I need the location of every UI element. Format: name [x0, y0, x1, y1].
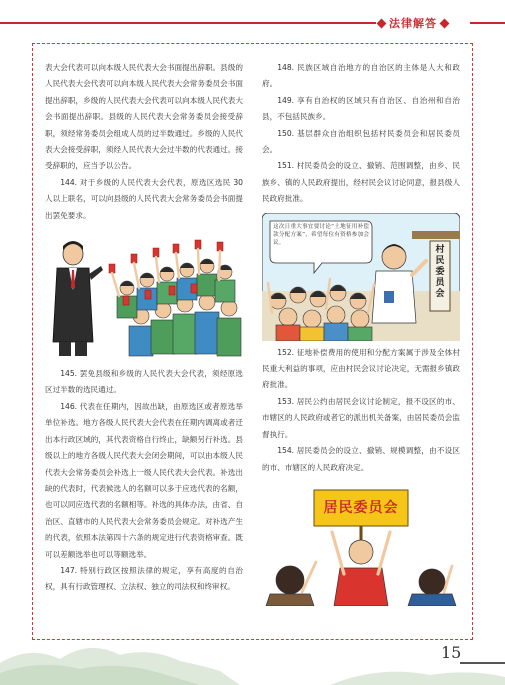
- paragraph: 151. 村民委员会的设立、撤销、范围调整，由乡、民族乡、镇的人民政府提出，经村民会议讨论同意，报县级人民政府批准。: [262, 161, 460, 204]
- diamond-icon: [440, 18, 450, 28]
- village-committee-illustration: [262, 213, 460, 341]
- diamond-icon: [377, 18, 387, 28]
- paragraph: 144. 对于乡级的人民代表大会代表，原选区选民 30 人以上联名，可以向县级的人民代表大会常务委员会书面提出罢免要求。: [45, 177, 243, 220]
- paragraph: 表大会代表可以向本级人民代表大会书面提出辞职。县级的人民代表大会代表可以向本级人民代表大会常务委员会书面提出辞职，乡级的人民代表大会代表可以向本级人民代表大会书面提出辞职。县级的人民代表大会常务委员会接受辞职，须经常务委员会组成人员的过半数通过。乡级的人民代表大会接受辞职，须经人民代表大会过半数的代表通过。接受辞职的，应当予以公告。: [45, 63, 243, 171]
- residents-sign-text: 居民委员会: [323, 499, 399, 516]
- header-rule: [0, 22, 376, 24]
- paragraph: 152. 征地补偿费用的使用和分配方案属于涉及全体村民重大利益的事项，应由村民会议讨论决定，无需报乡镇政府批准。: [262, 347, 460, 390]
- speech-bubble-text: 这次日重大事宜要讨论“土地征用补偿款分配方案”，希望每位有资格参加会议。: [273, 223, 369, 246]
- paragraph: 149. 享有自治权的区域只有自治区、自治州和自治县，不包括民族乡。: [262, 95, 460, 122]
- paragraph: 150. 基层群众自治组织包括村民委员会和居民委员会。: [262, 128, 460, 155]
- paragraph: 147. 特别行政区按照法律的规定，享有高度的自治权，具有行政管理权、立法权、独立的司法权和终审权。: [45, 565, 243, 592]
- paragraph: 153. 居民公约由居民会议讨论制定，报不设区的市、市辖区的人民政府或者它的派出机关备案，由居民委员会监督执行。: [262, 396, 460, 439]
- village-meeting-cartoon: [262, 213, 460, 341]
- left-column: [45, 60, 243, 596]
- mountain-decoration: [0, 625, 505, 685]
- recall-cartoon-image: [45, 230, 243, 362]
- page-header: [0, 0, 505, 34]
- residents-committee-illustration: [262, 482, 460, 606]
- village-sign-text: 村民委员会: [435, 244, 445, 299]
- section-label: 法律解答: [389, 17, 437, 30]
- recall-illustration: [45, 230, 243, 362]
- page-number: 15: [441, 643, 462, 662]
- right-column: [262, 60, 460, 606]
- paragraph: 154. 居民委员会的设立、撤销、规模调整，由不设区的市、市辖区的人民政府决定。: [262, 446, 460, 472]
- paragraph: 145. 罢免县级和乡级的人民代表大会代表，须经原选区过半数的选民通过。: [45, 369, 243, 395]
- header-rule-right: [470, 22, 505, 24]
- page-number-rule: [460, 662, 505, 664]
- paragraph: 148. 民族区域自治地方的自治区的主体是人大和政府。: [262, 63, 460, 89]
- paragraph: 146. 代表在任期内，因故出缺，由原选区或者原选举单位补选。地方各级人民代表大会代表在任期内调离或者迁出本行政区域的，其代表资格自行终止，缺额另行补选。县级以上的地方各级人民代表大会闭会期间，可以由本级人民代表大会常务委员会补选上一级人民代表大会代表。补选出缺的代表时，代表候选人的名额可以多于应选代表的名额，也可以同应选代表的名额相等。补选的具体办法，由省、自治区、直辖市的人民代表大会常务委员会规定。对补选产生的代表，依照本法第四十六条的规定进行代表资格审查。既可以差额选举也可以等额选举。: [45, 401, 243, 559]
- section-tag: [378, 13, 448, 33]
